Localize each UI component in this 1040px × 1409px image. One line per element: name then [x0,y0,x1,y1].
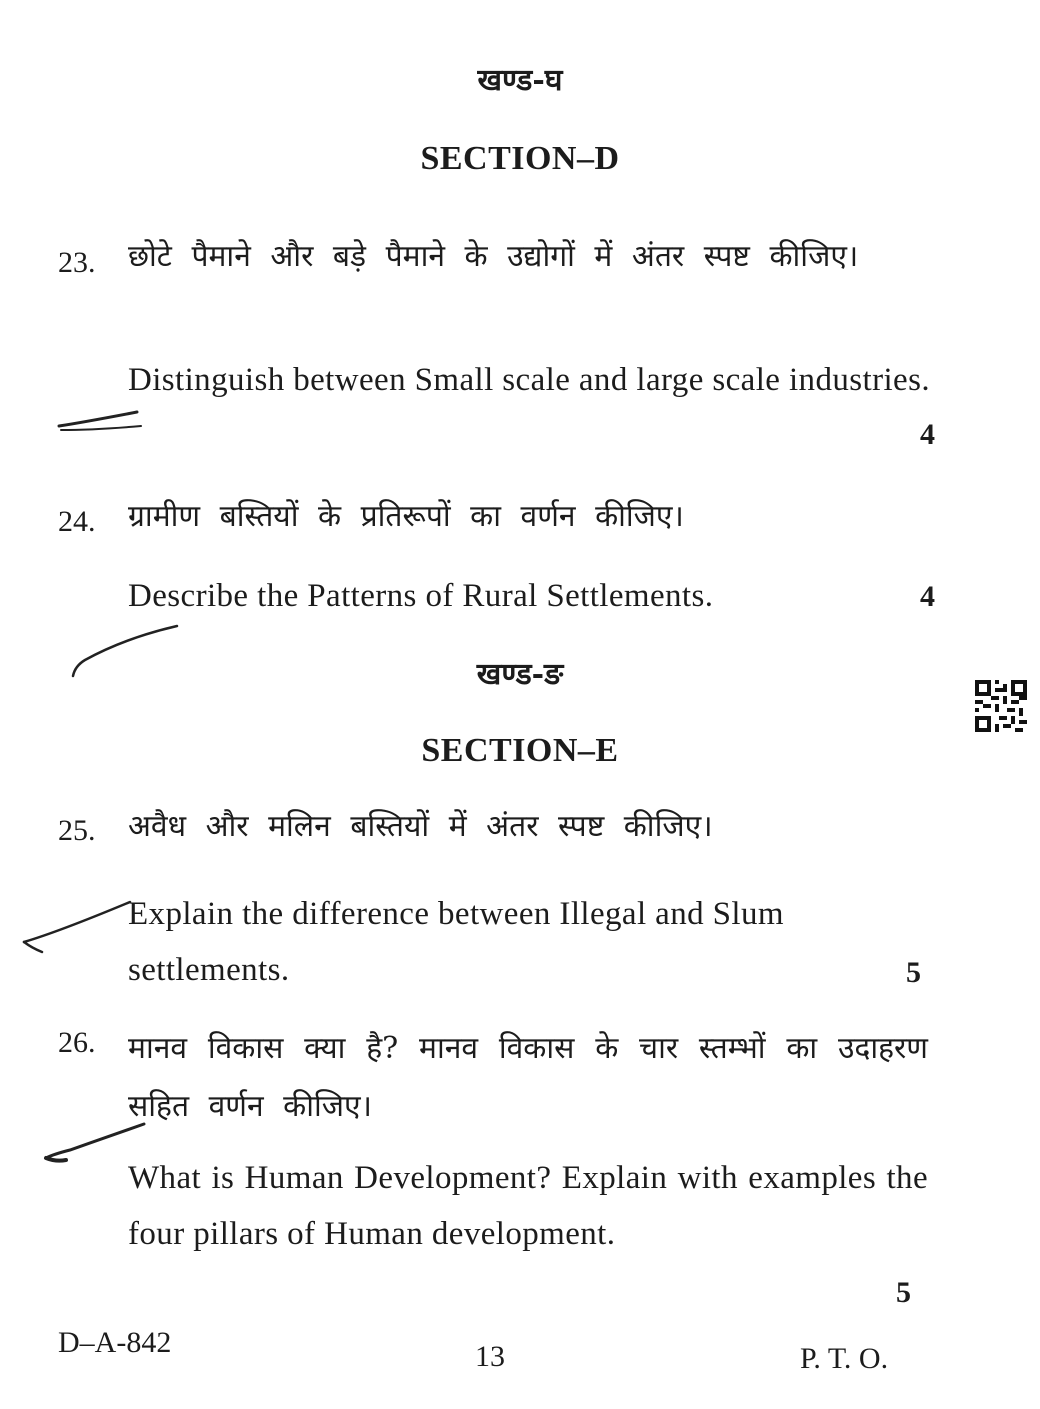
question-english-text: Describe the Patterns of Rural Settlements. [128,578,714,614]
pen-tick-mark [18,892,138,962]
paper-code: D–A-842 [58,1326,172,1359]
section-e-heading: SECTION–E [421,732,619,769]
section-d-hindi-heading: खण्ड-घ [477,63,563,98]
question-hindi-text: अवैध और मलिन बस्तियों में अंतर स्पष्ट कीजिए। [128,809,713,844]
question-number: 26. [58,1026,96,1059]
question-hindi-text: ग्रामीण बस्तियों के प्रतिरूपों का वर्णन कीजिए। [128,499,684,534]
qr-code-icon [975,680,1027,732]
question-marks: 5 [896,1276,911,1309]
question-number: 24. [58,505,96,538]
question-english-text: Explain the difference between Illegal and Slum settlements. [128,896,784,988]
question-marks: 4 [920,580,935,613]
question-number: 23. [58,246,96,279]
pen-tick-mark [40,1118,150,1168]
question-english-text: Distinguish between Small scale and large scale industries. [128,362,930,398]
question-marks: 5 [906,956,921,989]
question-hindi-text: छोटे पैमाने और बड़े पैमाने के उद्योगों में अंतर स्पष्ट कीजिए। [128,239,859,274]
pen-tick-mark [55,400,145,440]
question-hindi-text: मानव विकास क्या है? मानव विकास के चार स्तम्भों का उदाहरण सहित वर्णन कीजिए। [128,1031,928,1124]
question-number: 25. [58,814,96,847]
page-number: 13 [475,1340,505,1373]
pen-tick-mark [65,620,185,680]
pto-label: P. T. O. [800,1342,889,1375]
question-marks: 4 [920,418,935,451]
question-english-text: What is Human Development? Explain with examples the four pillars of Human development. [128,1160,928,1252]
section-d-heading: SECTION–D [420,140,620,177]
section-e-hindi-heading: खण्ड-ङ [476,657,564,692]
